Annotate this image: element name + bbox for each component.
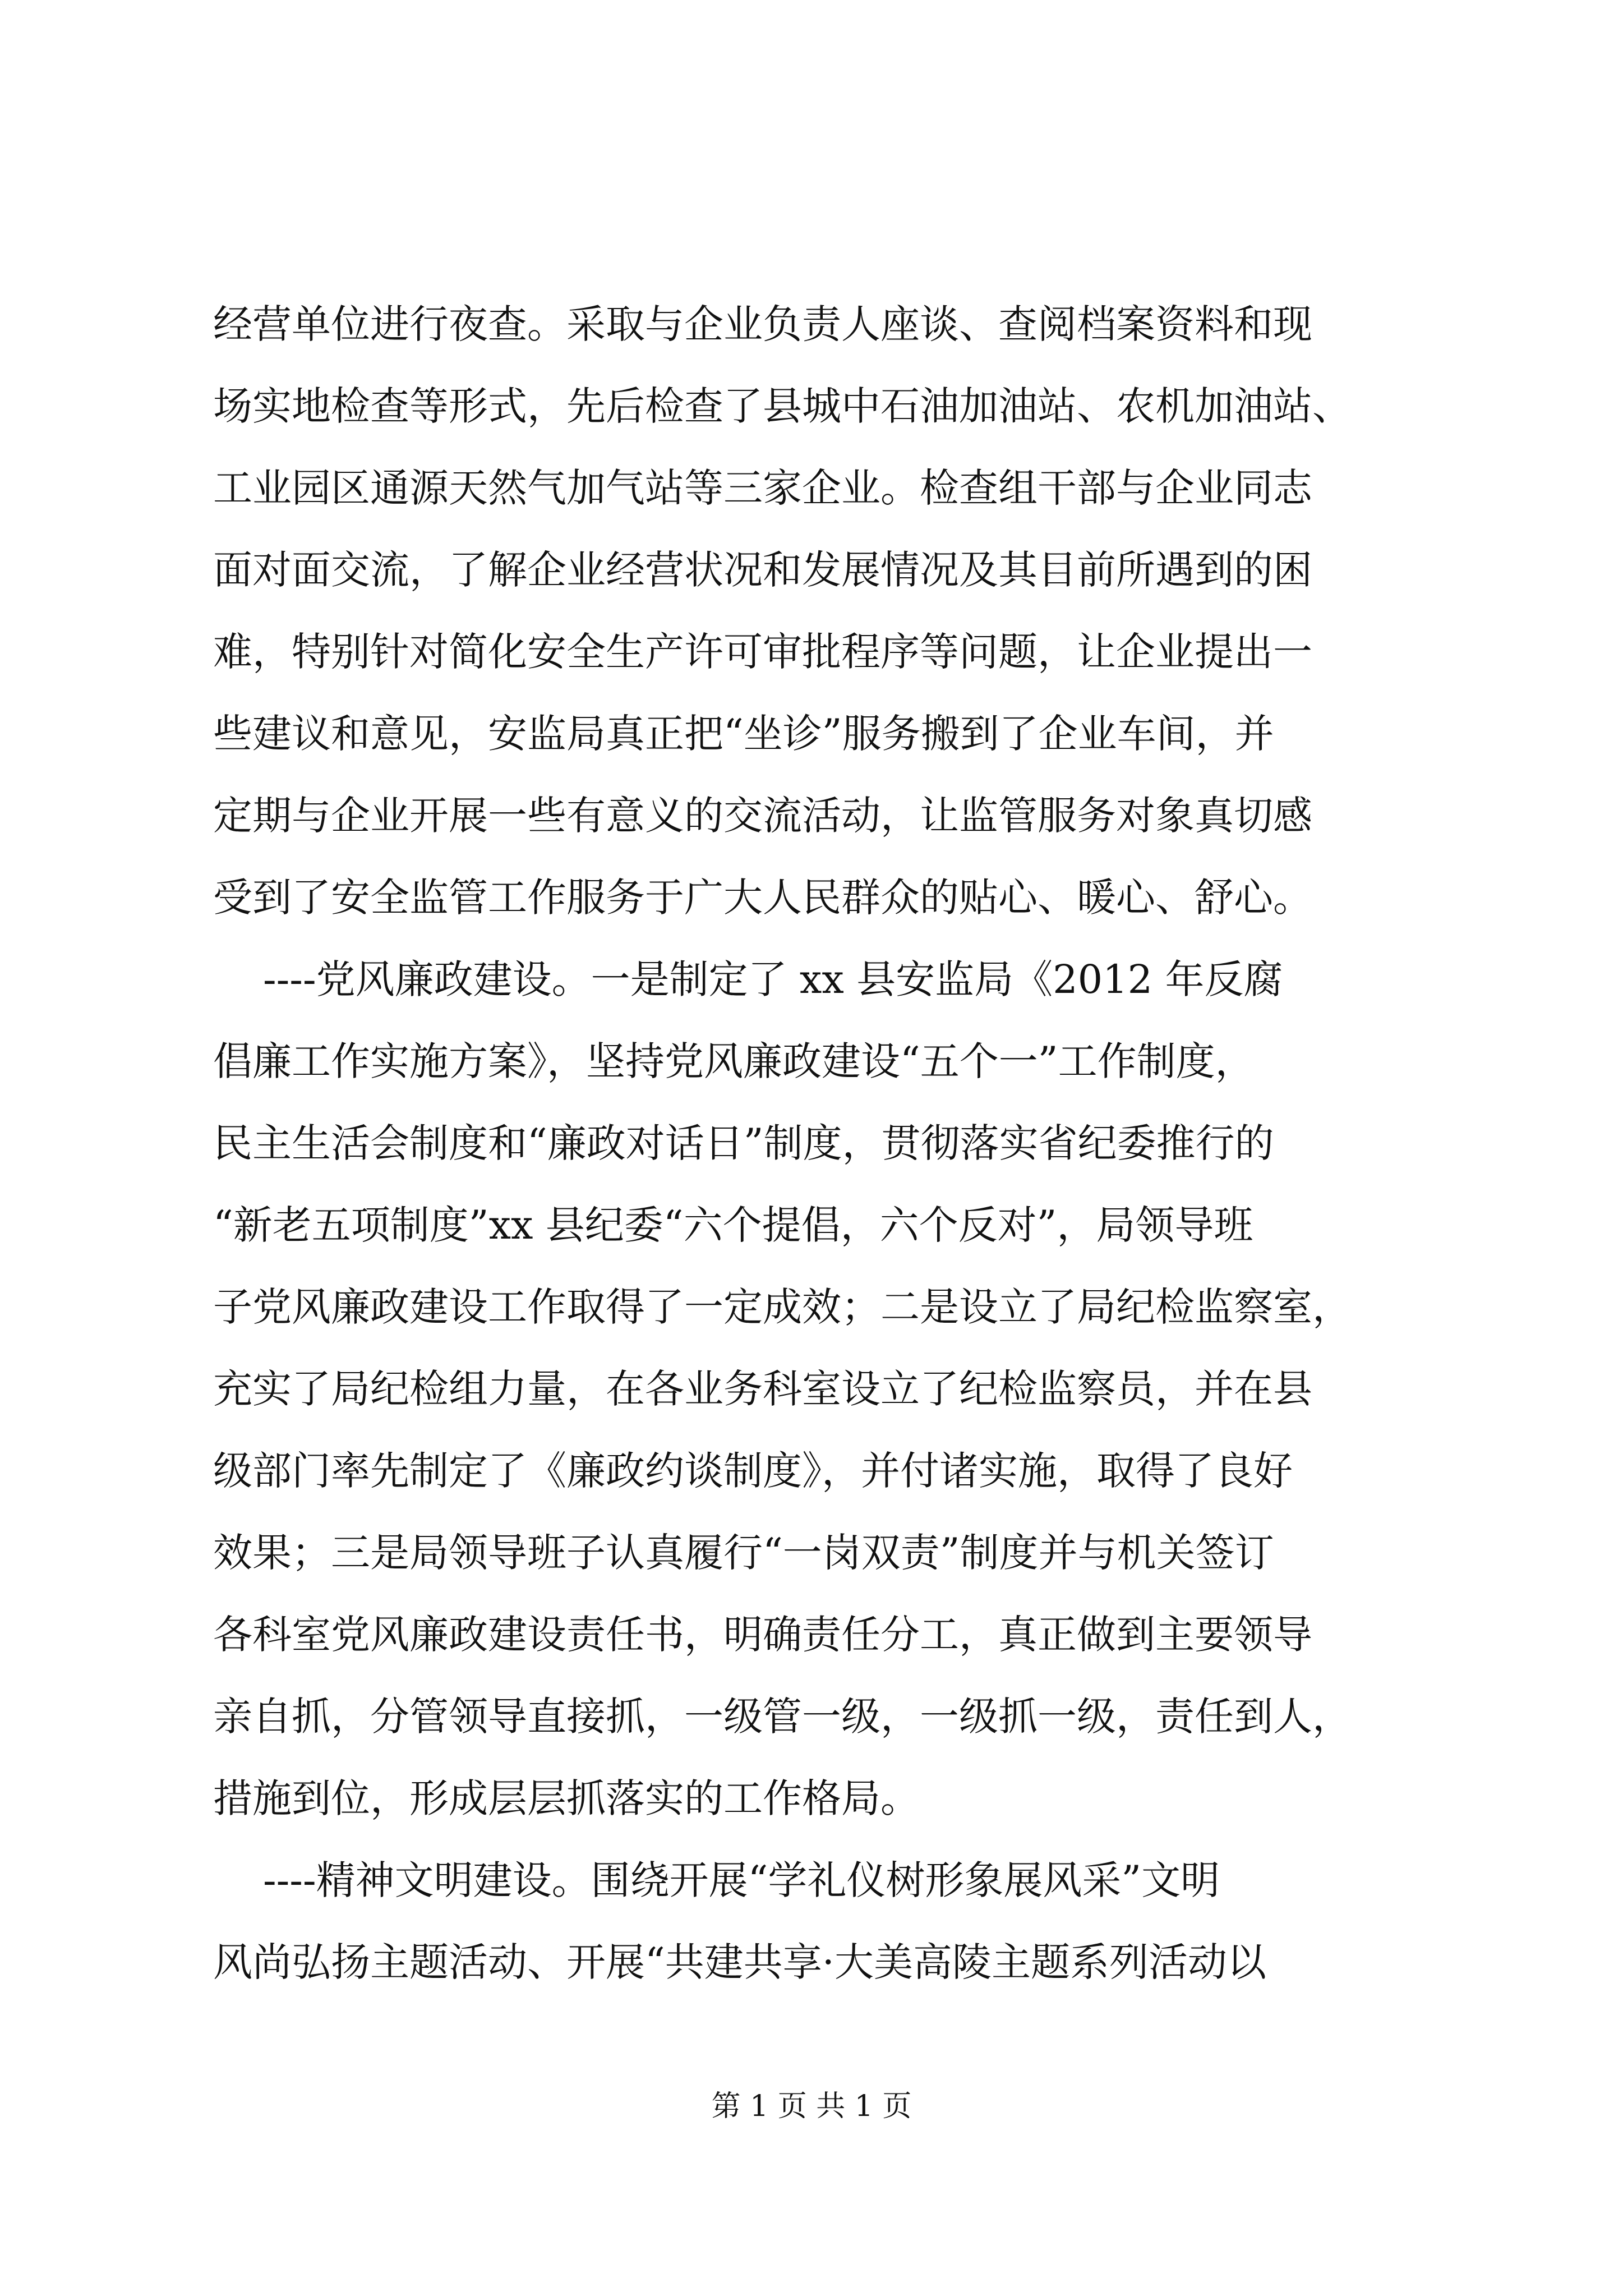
- page-number-footer: 第 1 页 共 1 页: [711, 2090, 912, 2123]
- text-line: 各科室党风廉政建设责任书，明确责任分工，真正做到主要领导: [213, 1612, 1312, 1658]
- text-line: “新老五项制度”xx 县纪委“六个提倡，六个反对”，局领导班: [213, 1202, 1253, 1248]
- text-line: 难，特别针对简化安全生产许可审批程序等问题，让企业提出一: [213, 629, 1312, 675]
- text-line: 工业园区通源天然气加气站等三家企业。检查组干部与企业同志: [213, 465, 1312, 511]
- text-line: 充实了局纪检组力量，在各业务科室设立了纪检监察员，并在县: [213, 1366, 1312, 1412]
- text-line: 经营单位进行夜查。采取与企业负责人座谈、查阅档案资料和现: [213, 301, 1312, 347]
- text-line: ----精神文明建设。围绕开展“学礼仪树形象展风采”文明: [213, 1857, 1220, 1903]
- text-line: ----党风廉政建设。一是制定了 xx 县安监局《2012 年反腐: [213, 956, 1283, 1002]
- text-line: 措施到位，形成层层抓落实的工作格局。: [213, 1775, 920, 1821]
- text-line: 级部门率先制定了《廉政约谈制度》，并付诸实施，取得了良好: [213, 1448, 1293, 1494]
- text-line: 面对面交流，了解企业经营状况和发展情况及其目前所遇到的困: [213, 547, 1312, 593]
- text-line: 受到了安全监管工作服务于广大人民群众的贴心、暖心、舒心。: [213, 875, 1312, 921]
- text-line: 亲自抓，分管领导直接抓，一级管一级，一级抓一级，责任到人，: [213, 1694, 1352, 1740]
- text-line: 倡廉工作实施方案》，坚持党风廉政建设“五个一”工作制度，: [213, 1038, 1255, 1084]
- text-line: 定期与企业开展一些有意义的交流活动，让监管服务对象真切感: [213, 793, 1312, 839]
- text-line: 场实地检查等形式，先后检查了县城中石油加油站、农机加油站、: [213, 383, 1352, 429]
- text-line: 风尚弘扬主题活动、开展“共建共享·大美高陵主题系列活动以: [213, 1939, 1267, 1985]
- text-line: 些建议和意见，安监局真正把“坐诊”服务搬到了企业车间，并: [213, 711, 1274, 757]
- text-line: 效果；三是局领导班子认真履行“一岗双责”制度并与机关签订: [213, 1530, 1274, 1576]
- text-line: 民主生活会制度和“廉政对话日”制度，贯彻落实省纪委推行的: [213, 1120, 1274, 1166]
- document-body: [213, 283, 1413, 2003]
- text-line: 子党风廉政建设工作取得了一定成效；二是设立了局纪检监察室，: [213, 1284, 1352, 1330]
